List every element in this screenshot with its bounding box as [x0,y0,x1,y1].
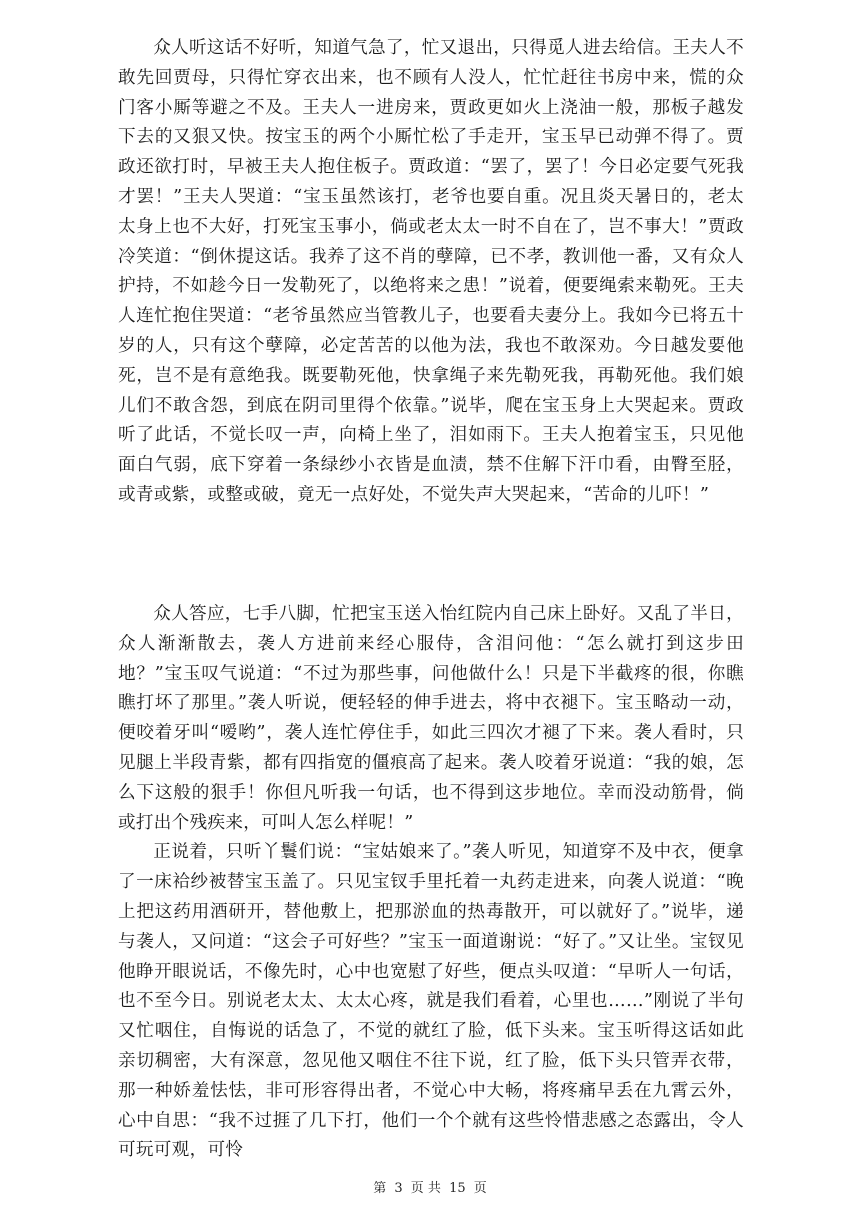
paragraph: 众人答应，七手八脚，忙把宝玉送入怡红院内自己床上卧好。又乱了半日，众人渐渐散去，袭人方进前来经心服侍，含泪问他：“怎么就打到这步田地？”宝玉叹气说道：“不过为那些事，问他做什么！只是下半截疼的很，你瞧瞧打坏了那里。”袭人听说，便轻轻的伸手进去，将中衣褪下。宝玉略动一动，便咬着牙叫“嗳哟”，袭人连忙停住手，如此三四次才褪了下来。袭人看时，只见腿上半段青紫，都有四指宽的僵痕高了起来。袭人咬着牙说道：“我的娘，怎么下这般的狠手！你但凡听我一句话，也不得到这步地位。幸而没动筋骨，倘或打出个残疾来，可叫人怎么样呢！” [118,604,744,833]
footer-prefix: 第 [373,1181,387,1196]
paragraph: 正说着，只听丫鬟们说：“宝姑娘来了。”袭人听见，知道穿不及中衣，便拿了一床袷纱被替宝玉盖了。只见宝钗手里托着一丸药走进来，向袭人说道：“晚上把这药用酒研开，替他敷上，把那淤血的热毒散开，可以就好了。”说毕，递与袭人，又问道：“这会子可好些？”宝玉一面道谢说：“好了。”又让坐。宝钗见他睁开眼说话，不像先时，心中也宽慰了好些，便点头叹道：“早听人一句话，也不至今日。别说老太太、太太心疼，就是我们看着，心里也……”刚说了半句又忙咽住，自悔说的话急了，不觉的就红了脸，低下头来。宝玉听得这话如此亲切稠密，大有深意，忽见他又咽住不往下说，红了脸，低下头只管弄衣带，那一种娇羞怯怯，非可形容得出者，不觉心中大畅，将疼痛早丢在九霄云外，心中自思：“我不过捱了几下打，他们一个个就有这些怜惜悲感之态露出，令人可玩可观，可怜 [118,842,744,1161]
footer-middle: 页 共 [410,1181,441,1196]
passage-section-1 [118,34,744,511]
total-pages: 15 [449,1181,466,1196]
footer-suffix: 页 [473,1181,487,1196]
paragraph: 众人听这话不好听，知道气急了，忙又退出，只得觅人进去给信。王夫人不敢先回贾母，只得忙穿衣出来，也不顾有人没人，忙忙赶往书房中来，慌的众门客小厮等避之不及。王夫人一进房来，贾政更如火上浇油一般，那板子越发下去的又狠又快。按宝玉的两个小厮忙松了手走开，宝玉早已动弹不得了。贾政还欲打时，早被王夫人抱住板子。贾政道：“罢了，罢了！今日必定要气死我才罢！”王夫人哭道：“宝玉虽然该打，老爷也要自重。况且炎天暑日的，老太太身上也不大好，打死宝玉事小，倘或老太太一时不自在了，岂不事大！”贾政冷笑道：“倒休提这话。我养了这不肖的孽障，已不孝，教训他一番，又有众人护持，不如趁今日一发勒死了，以绝将来之患！”说着，便要绳索来勒死。王夫人连忙抱住哭道：“老爷虽然应当管教儿子，也要看夫妻分上。我如今已将五十岁的人，只有这个孽障，必定苦苦的以他为法，我也不敢深劝。今日越发要他死，岂不是有意绝我。既要勒死他，快拿绳子来先勒死我，再勒死他。我们娘儿们不敢含怨，到底在阴司里得个依靠。”说毕，爬在宝玉身上大哭起来。贾政听了此话，不觉长叹一声，向椅上坐了，泪如雨下。王夫人抱着宝玉，只见他面白气弱，底下穿着一条绿纱小衣皆是血渍，禁不住解下汗巾看，由臀至胫，或青或紫，或整或破，竟无一点好处，不觉失声大哭起来，“苦命的儿吓！” [118,38,744,505]
page-footer [0,1177,860,1196]
page-number: 3 [394,1181,403,1196]
passage-section-2 [118,600,744,1166]
